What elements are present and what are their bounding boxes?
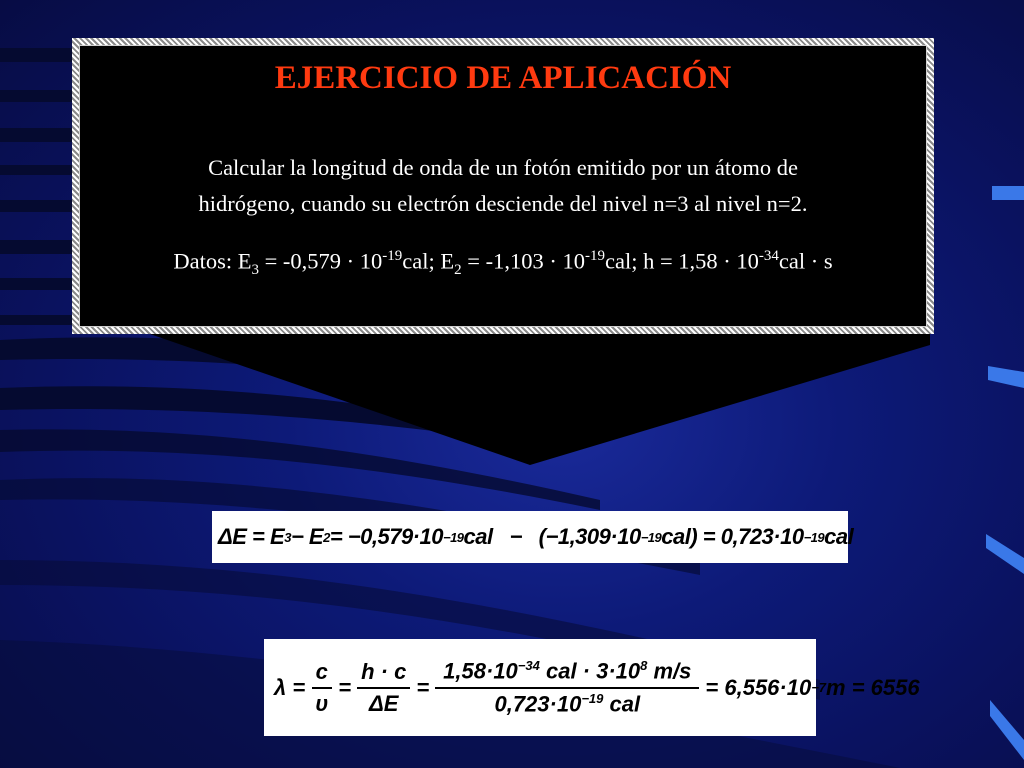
h-unit: cal · s <box>778 248 833 274</box>
fraction-2-numerator: h · c <box>357 659 410 689</box>
datos-label: Datos: E <box>173 248 252 274</box>
fraction-numeric <box>435 658 699 717</box>
fraction-1-numerator: c <box>312 659 332 689</box>
problem-statement <box>100 150 906 222</box>
eq1-e3-sub: 3 <box>284 529 291 545</box>
energy-difference-equation <box>212 511 854 563</box>
problem-frame <box>72 38 934 334</box>
eq1-result-exp: −19 <box>803 529 825 545</box>
lambda-symbol: λ = <box>274 674 306 700</box>
fraction-c-over-nu <box>311 659 332 717</box>
slide-title: EJERCICIO DE APLICACIÓN <box>274 60 732 96</box>
eq1-result-unit: cal <box>824 524 854 549</box>
eq1-term2-exp: −19 <box>640 529 662 545</box>
eq1-term1-unit: cal <box>463 524 493 549</box>
f3-num-a: 1,58·10 <box>443 658 518 684</box>
f3-den-b: cal <box>603 690 641 716</box>
equals-sign-1: = <box>338 674 352 700</box>
e2-subscript: 2 <box>454 262 462 278</box>
eq1-term2-unit: cal) = 0,723·10 <box>661 524 804 549</box>
result-a: = 6,556·10 <box>705 674 812 700</box>
e3-value: = -0,579 · 10 <box>258 248 383 274</box>
e2-value: = -1,103 · 10 <box>461 248 585 274</box>
problem-panel <box>79 45 927 327</box>
f3-num-exp: −34 <box>517 658 540 674</box>
eq1-e2-sub: 2 <box>323 529 330 545</box>
equals-sign-2: = <box>416 674 430 700</box>
f3-den-a: 0,723·10 <box>494 690 582 716</box>
given-data <box>80 248 926 279</box>
eq1-term1-exp: −19 <box>442 529 464 545</box>
statement-line-2: hidrógeno, cuando su electrón desciende del nivel n=3 al nivel n=2. <box>198 191 808 216</box>
f3-den-exp: −19 <box>581 690 604 706</box>
e3-subscript: 3 <box>251 262 259 278</box>
result-b: m = 6556 <box>826 674 920 700</box>
eq1-term1: = −0,579·10 <box>329 524 443 549</box>
statement-line-1: Calcular la longitud de onda de un fotón emitido por un átomo de <box>208 155 798 180</box>
f3-num-b: cal · 3·10 <box>539 658 641 684</box>
result-exp: −7 <box>811 680 827 695</box>
eq1-lhs: ΔE = E <box>218 524 285 549</box>
eq1-minus: − E <box>290 524 324 549</box>
e3-exponent: -19 <box>382 248 403 264</box>
h-exponent: -34 <box>758 248 779 264</box>
fraction-2-denominator: ΔE <box>368 690 399 716</box>
e2-exponent: -19 <box>584 248 605 264</box>
wavelength-equation <box>264 639 920 736</box>
e3-unit: cal; E <box>402 248 455 274</box>
e2-unit: cal; h = 1,58 · 10 <box>604 248 759 274</box>
f3-num-exp2: 8 <box>640 658 648 674</box>
fraction-hc-over-de <box>357 659 410 717</box>
eq1-middle: − (−1,309·10 <box>492 524 641 549</box>
f3-num-c: m/s <box>647 658 692 684</box>
fraction-1-denominator: υ <box>315 690 329 716</box>
fraction-3-denominator <box>486 689 648 717</box>
fraction-3-numerator <box>435 658 699 688</box>
